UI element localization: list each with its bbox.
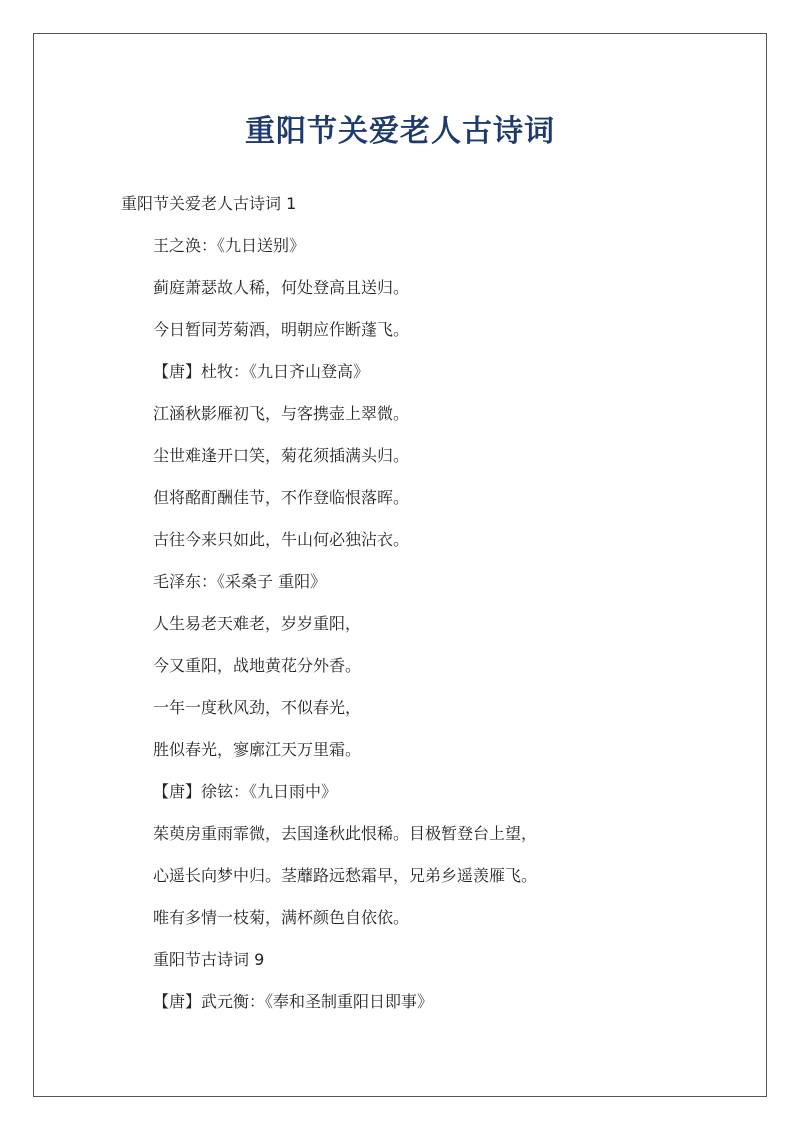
poem-author-line: 【唐】武元衡：《奉和圣制重阳日即事》: [153, 992, 434, 1011]
poem-line: 蓟庭萧瑟故人稀，何处登高且送归。: [153, 278, 410, 297]
section-heading-9: 重阳节古诗词 9: [153, 950, 265, 969]
poem-line: 尘世难逢开口笑，菊花须插满头归。: [153, 446, 410, 465]
section-heading-1: 重阳节关爱老人古诗词 1: [121, 194, 297, 213]
poem-line: 茱萸房重雨霏微，去国逢秋此恨稀。目极暂登台上望，: [153, 824, 538, 843]
poem-line: 古往今来只如此，牛山何必独沾衣。: [153, 530, 410, 549]
poem-line: 一年一度秋风劲，不似春光，: [153, 698, 362, 717]
poem-author-line: 毛泽东：《采桑子 重阳》: [153, 572, 327, 591]
poem-line: 今又重阳，战地黄花分外香。: [153, 656, 362, 675]
poem-line: 江涵秋影雁初飞，与客携壶上翠微。: [153, 404, 410, 423]
page-title: 重阳节关爱老人古诗词: [245, 114, 555, 149]
poem-author-line: 王之涣：《九日送别》: [153, 236, 306, 255]
poem-line: 今日暂同芳菊酒，明朝应作断蓬飞。: [153, 320, 410, 339]
poem-line: 胜似春光，寥廓江天万里霜。: [153, 740, 362, 759]
poem-line: 唯有多情一枝菊，满杯颜色自依依。: [153, 908, 410, 927]
poem-author-line: 【唐】杜牧：《九日齐山登高》: [153, 362, 370, 381]
poem-author-line: 【唐】徐铉：《九日雨中》: [153, 782, 338, 801]
poem-line: 心遥长向梦中归。茎蘼路远愁霜早，兄弟乡遥羡雁飞。: [153, 866, 538, 885]
poem-line: 但将酩酊酬佳节，不作登临恨落晖。: [153, 488, 410, 507]
poem-line: 人生易老天难老，岁岁重阳，: [153, 614, 362, 633]
